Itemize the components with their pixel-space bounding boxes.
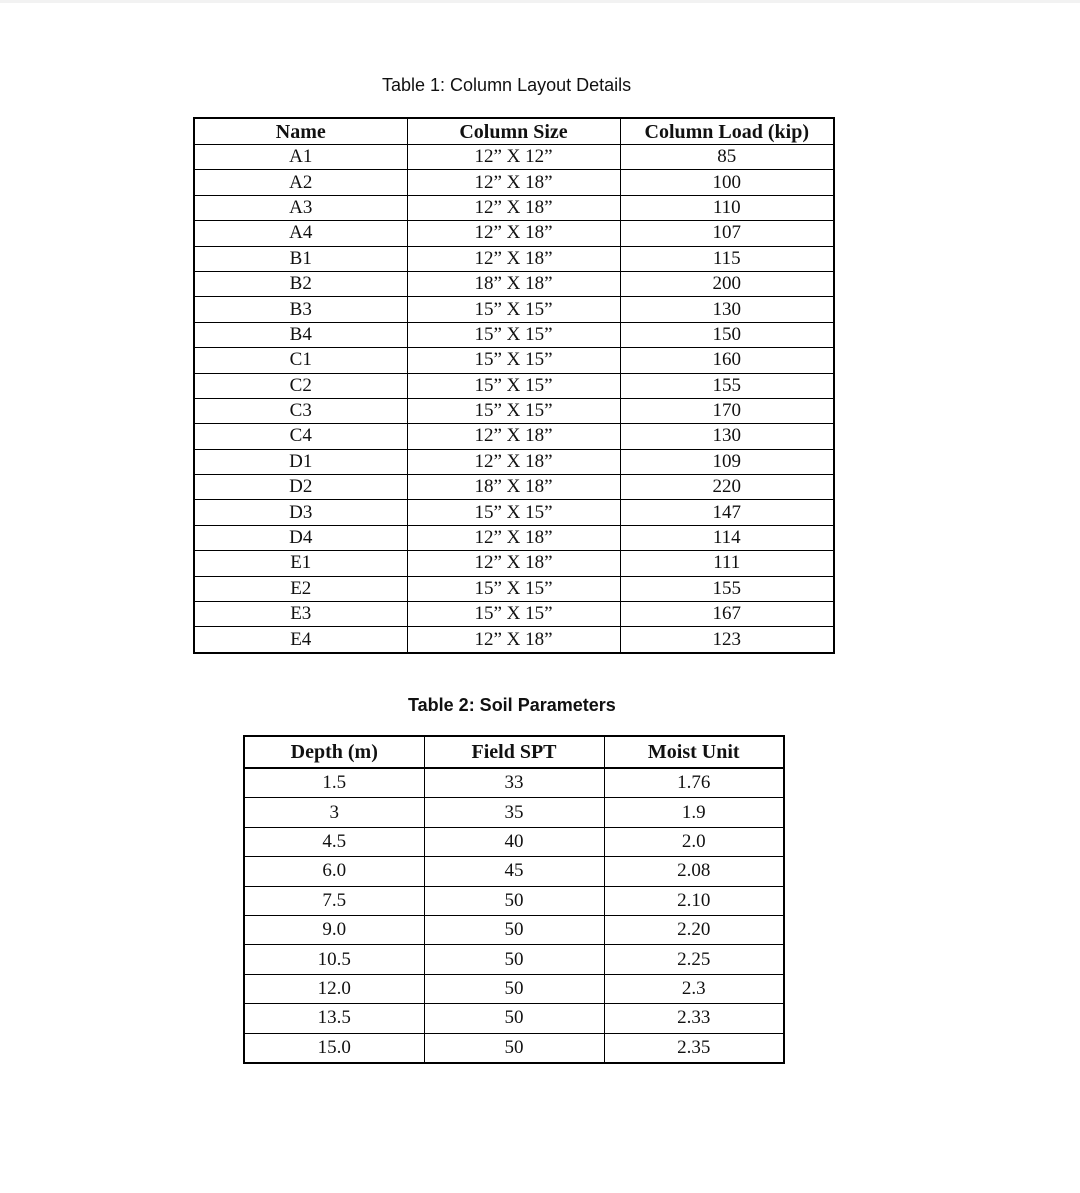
cell-field-spt: 45 <box>424 857 604 886</box>
table-row <box>194 348 834 373</box>
cell-moist-unit: 1.9 <box>604 798 784 827</box>
cell-column-size: 15” X 15” <box>407 373 620 398</box>
cell-moist-unit: 2.25 <box>604 945 784 974</box>
cell-column-size: 18” X 18” <box>407 271 620 296</box>
table-row <box>244 768 784 798</box>
cell-field-spt: 50 <box>424 974 604 1003</box>
table-row <box>244 945 784 974</box>
table-row <box>244 974 784 1003</box>
table-row <box>194 627 834 653</box>
table-row <box>244 857 784 886</box>
cell-column-load: 100 <box>620 170 834 195</box>
cell-column-load: 110 <box>620 195 834 220</box>
cell-column-load: 200 <box>620 271 834 296</box>
cell-column-load: 155 <box>620 576 834 601</box>
table-row <box>194 322 834 347</box>
cell-name: C1 <box>194 348 407 373</box>
cell-moist-unit: 1.76 <box>604 768 784 798</box>
table1-header-row <box>194 118 834 145</box>
table-row <box>194 271 834 296</box>
cell-column-size: 12” X 18” <box>407 170 620 195</box>
cell-name: B4 <box>194 322 407 347</box>
cell-column-size: 12” X 18” <box>407 221 620 246</box>
cell-depth: 9.0 <box>244 915 424 944</box>
cell-field-spt: 50 <box>424 886 604 915</box>
table-row <box>194 373 834 398</box>
cell-column-load: 150 <box>620 322 834 347</box>
cell-column-load: 114 <box>620 525 834 550</box>
cell-column-size: 15” X 15” <box>407 602 620 627</box>
cell-field-spt: 50 <box>424 1033 604 1063</box>
cell-column-load: 123 <box>620 627 834 653</box>
cell-column-load: 115 <box>620 246 834 271</box>
cell-column-size: 12” X 18” <box>407 449 620 474</box>
cell-column-size: 12” X 12” <box>407 145 620 170</box>
table-row <box>194 424 834 449</box>
table-row <box>194 246 834 271</box>
table-row <box>194 576 834 601</box>
cell-moist-unit: 2.20 <box>604 915 784 944</box>
cell-name: B2 <box>194 271 407 296</box>
cell-name: E1 <box>194 551 407 576</box>
cell-column-load: 130 <box>620 424 834 449</box>
cell-name: B3 <box>194 297 407 322</box>
cell-moist-unit: 2.35 <box>604 1033 784 1063</box>
table1-caption: Table 1: Column Layout Details <box>382 75 632 95</box>
cell-column-size: 12” X 18” <box>407 195 620 220</box>
cell-field-spt: 33 <box>424 768 604 798</box>
cell-depth: 13.5 <box>244 1004 424 1033</box>
cell-column-load: 85 <box>620 145 834 170</box>
cell-name: C3 <box>194 398 407 423</box>
table1-header-column-size: Column Size <box>407 118 620 145</box>
cell-field-spt: 35 <box>424 798 604 827</box>
cell-name: C2 <box>194 373 407 398</box>
cell-name: D4 <box>194 525 407 550</box>
table-row <box>194 195 834 220</box>
cell-column-load: 111 <box>620 551 834 576</box>
cell-depth: 1.5 <box>244 768 424 798</box>
table-row <box>244 886 784 915</box>
cell-depth: 10.5 <box>244 945 424 974</box>
cell-column-size: 15” X 15” <box>407 576 620 601</box>
table-row <box>244 1033 784 1063</box>
cell-name: A4 <box>194 221 407 246</box>
cell-column-load: 170 <box>620 398 834 423</box>
table2-header-row <box>244 736 784 768</box>
cell-column-load: 130 <box>620 297 834 322</box>
table-row <box>194 398 834 423</box>
cell-column-load: 155 <box>620 373 834 398</box>
cell-column-size: 15” X 15” <box>407 348 620 373</box>
cell-name: C4 <box>194 424 407 449</box>
cell-name: E4 <box>194 627 407 653</box>
cell-moist-unit: 2.33 <box>604 1004 784 1033</box>
cell-column-size: 18” X 18” <box>407 475 620 500</box>
table2-header-depth: Depth (m) <box>244 736 424 768</box>
cell-name: D1 <box>194 449 407 474</box>
cell-field-spt: 50 <box>424 1004 604 1033</box>
cell-name: A2 <box>194 170 407 195</box>
cell-name: D3 <box>194 500 407 525</box>
table-row <box>194 221 834 246</box>
soil-parameters-table <box>243 735 785 1064</box>
table-row <box>194 297 834 322</box>
cell-field-spt: 50 <box>424 945 604 974</box>
cell-column-size: 15” X 15” <box>407 398 620 423</box>
cell-moist-unit: 2.3 <box>604 974 784 1003</box>
cell-column-load: 109 <box>620 449 834 474</box>
cell-column-size: 15” X 15” <box>407 500 620 525</box>
cell-field-spt: 50 <box>424 915 604 944</box>
table-row <box>244 1004 784 1033</box>
cell-depth: 4.5 <box>244 827 424 856</box>
table2-header-moist-unit: Moist Unit <box>604 736 784 768</box>
cell-name: E3 <box>194 602 407 627</box>
cell-column-size: 15” X 15” <box>407 322 620 347</box>
table-row <box>244 827 784 856</box>
cell-depth: 15.0 <box>244 1033 424 1063</box>
cell-moist-unit: 2.0 <box>604 827 784 856</box>
page-top-edge <box>0 0 1080 3</box>
cell-column-size: 12” X 18” <box>407 525 620 550</box>
table-row <box>194 551 834 576</box>
cell-column-load: 107 <box>620 221 834 246</box>
cell-name: B1 <box>194 246 407 271</box>
cell-depth: 7.5 <box>244 886 424 915</box>
table-row <box>244 915 784 944</box>
table-row <box>194 500 834 525</box>
table2-header-field-spt: Field SPT <box>424 736 604 768</box>
table-row <box>244 798 784 827</box>
cell-column-load: 167 <box>620 602 834 627</box>
table2-caption: Table 2: Soil Parameters <box>408 695 616 715</box>
table1-header-column-load: Column Load (kip) <box>620 118 834 145</box>
cell-column-size: 12” X 18” <box>407 246 620 271</box>
cell-depth: 6.0 <box>244 857 424 886</box>
table1-header-name: Name <box>194 118 407 145</box>
cell-column-load: 160 <box>620 348 834 373</box>
cell-column-size: 12” X 18” <box>407 627 620 653</box>
cell-field-spt: 40 <box>424 827 604 856</box>
column-layout-table <box>193 117 835 654</box>
cell-name: E2 <box>194 576 407 601</box>
cell-name: A1 <box>194 145 407 170</box>
table-row <box>194 475 834 500</box>
cell-column-size: 12” X 18” <box>407 424 620 449</box>
cell-moist-unit: 2.10 <box>604 886 784 915</box>
cell-name: A3 <box>194 195 407 220</box>
table-row <box>194 449 834 474</box>
cell-moist-unit: 2.08 <box>604 857 784 886</box>
table-row <box>194 170 834 195</box>
table-row <box>194 602 834 627</box>
cell-column-size: 15” X 15” <box>407 297 620 322</box>
cell-name: D2 <box>194 475 407 500</box>
table-row <box>194 525 834 550</box>
cell-column-size: 12” X 18” <box>407 551 620 576</box>
cell-column-load: 147 <box>620 500 834 525</box>
cell-column-load: 220 <box>620 475 834 500</box>
cell-depth: 12.0 <box>244 974 424 1003</box>
cell-depth: 3 <box>244 798 424 827</box>
table-row <box>194 145 834 170</box>
